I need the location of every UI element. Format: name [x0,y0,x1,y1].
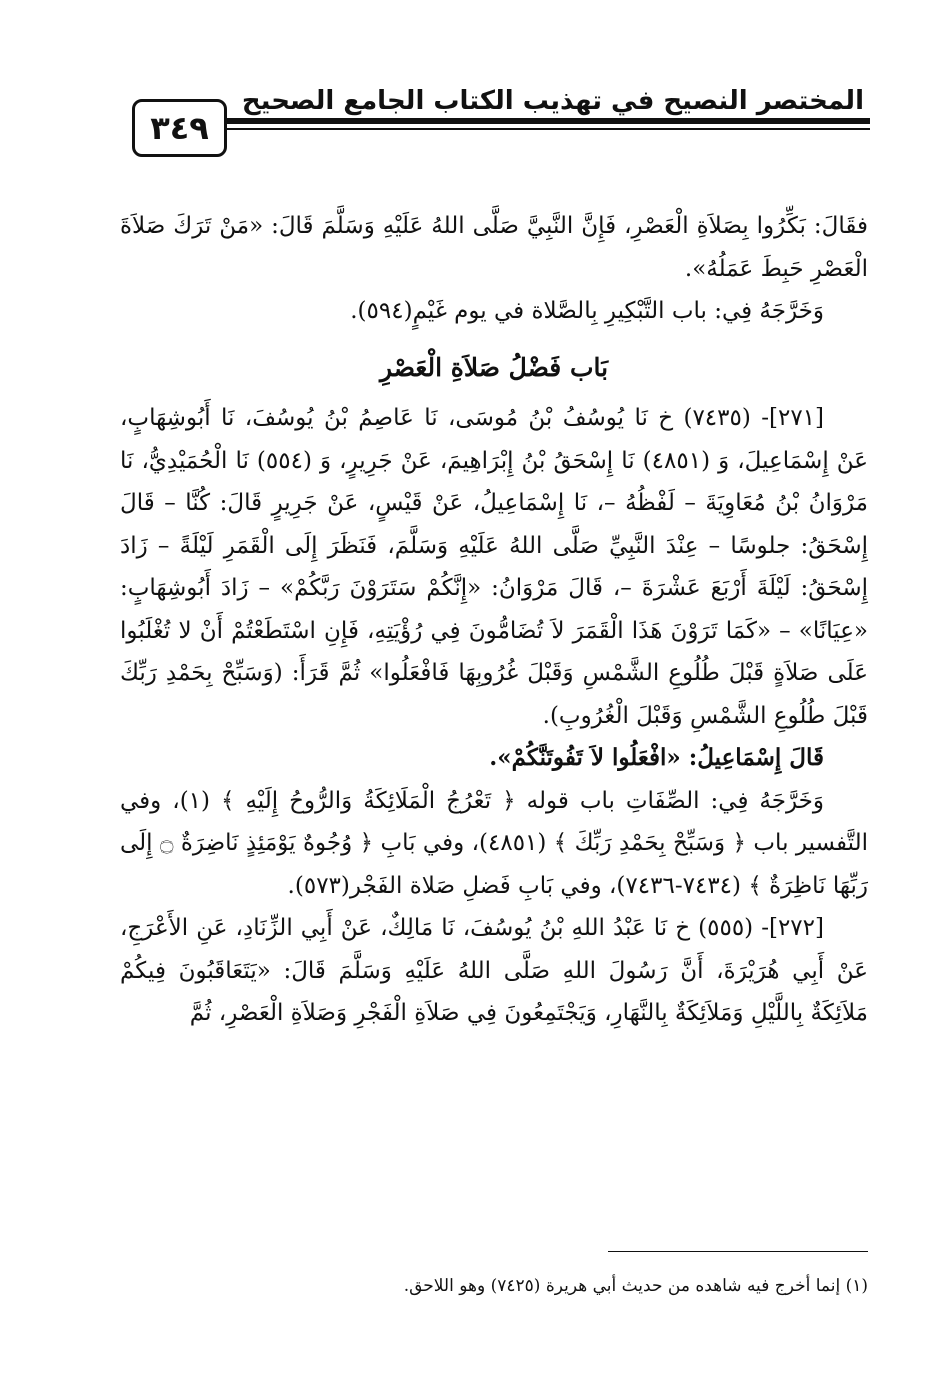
running-title: المختصر النصيح في تهذيب الكتاب الجامع الصحيح [241,86,864,116]
header-rule-thick [227,118,870,124]
header-rule-thin [227,128,870,130]
page-number-box [132,99,227,157]
page-number: ٣٤٩ [150,109,209,147]
hadith-paragraph: [٢٧٢]- (٥٥٥) خ نَا عَبْدُ اللهِ بْنُ يُوسُفَ، نَا مَالِكٌ، عَنْ أَبِي الزِّنَادِ، عَنِ الأَعْرَجِ، عَنْ أَبِي هُرَيْرَةَ، أَنَّ رَسُولَ اللهِ صَلَّى اللهُ عَلَيْهِ وَسَلَّمَ قَالَ: «يَتَعَاقَبُونَ فِيكُمْ مَلاَئِكَةٌ بِاللَّيْلِ وَمَلاَئِكَةٌ بِالنَّهَارِ، وَيَجْتَمِعُونَ فِي صَلاَةِ الْفَجْرِ وَصَلاَةِ الْعَصْرِ، ثُمَّ [120,915,868,1026]
chapter-title: بَاب فَضْلُ صَلاَةِ الْعَصْرِ [379,352,609,382]
footnote-divider [608,1251,868,1252]
footnote: (١) إنما أخرج فيه شاهده من حديث أبي هريرة (٧٤٢٥) وهو اللاحق. [403,1276,868,1296]
page-header [0,0,952,170]
paragraph: قَالَ إِسْمَاعِيلُ: «افْعَلُوا لاَ تَفُوتَنَّكُمْ». [489,744,824,771]
main-text [120,205,868,1035]
paragraph: وَخَرَّجَهُ فِي: الصِّفَاتِ باب قوله ﴿ تَعْرُجُ الْمَلَائِكَةُ وَالرُّوحُ إِلَيْهِ ﴾ (١)، وفي التَّفسير باب ﴿ وَسَبِّحْ بِحَمْدِ رَبِّكَ ﴾ (٤٨٥١)، وفي بَابِ ﴿ وُجُوهٌ يَوْمَئِذٍ نَاضِرَةٌ ۝ إِلَى رَبِّهَا نَاظِرَةٌ ﴾ (٧٤٣٤-٧٤٣٦)، وفي بَابِ فَضلِ صَلاة الفَجْر(٥٧٣). [120,787,868,899]
hadith-paragraph: [٢٧١]- (٧٤٣٥) خ نَا يُوسُفُ بْنُ مُوسَى، نَا عَاصِمُ بْنُ يُوسُفَ، نَا أَبُوشِهَابٍ، عَنْ إِسْمَاعِيلَ، وَ (٤٨٥١) نَا إِسْحَقُ بْنُ إِبْرَاهِيمَ، عَنْ جَرِيرٍ، وَ (٥٥٤) نَا الْحُمَيْدِيُّ، نَا مَرْوَانُ بْنُ مُعَاوِيَةَ – لَفْظُهُ –، نَا إِسْمَاعِيلُ، عَنْ قَيْسٍ، عَنْ جَرِيرٍ قَالَ: كُنَّا – قَالَ إِسْحَقُ: جلوسًا – عِنْدَ النَّبِيِّ صَلَّى اللهُ عَلَيْهِ وَسَلَّمَ، فَنَظَرَ إِلَى الْقَمَرِ لَيْلَةً – زَادَ إِسْحَقُ: لَيْلَةَ أَرْبَعَ عَشْرَةَ –، قَالَ مَرْوَانُ: «إِنَّكُمْ سَتَرَوْنَ رَبَّكُمْ» – زَادَ أَبُوشِهَابٍ: «عِيَانًا» – «كَمَا تَرَوْنَ هَذَا الْقَمَرَ لاَ تُضَامُّونَ فِي رُؤْيَتِهِ، فَإِنِ اسْتَطَعْتُمْ أَنْ لا تُغْلَبُوا عَلَى صَلاَةٍ قَبْلَ طُلُوعِ الشَّمْسِ وَقَبْلَ غُرُوبِهَا فَافْعَلُوا» ثُمَّ قَرَأَ: (وَسَبِّحْ بِحَمْدِ رَبِّكَ قَبْلَ طُلُوعِ الشَّمْسِ وَقَبْلَ الْغُرُوبِ). [120,405,868,729]
paragraph: وَخَرَّجَهُ فِي: باب التَّبْكِيرِ بِالصَّلاة في يوم غَيْمٍ(٥٩٤). [350,298,824,324]
paragraph: فقَالَ: بَكِّرُوا بِصَلاَةِ الْعَصْرِ، فَإِنَّ النَّبِيَّ صَلَّى اللهُ عَلَيْهِ وَسَلَّمَ قَالَ: «مَنْ تَرَكَ صَلاَةَ الْعَصْرِ حَبِطَ عَمَلُهُ». [120,213,868,282]
